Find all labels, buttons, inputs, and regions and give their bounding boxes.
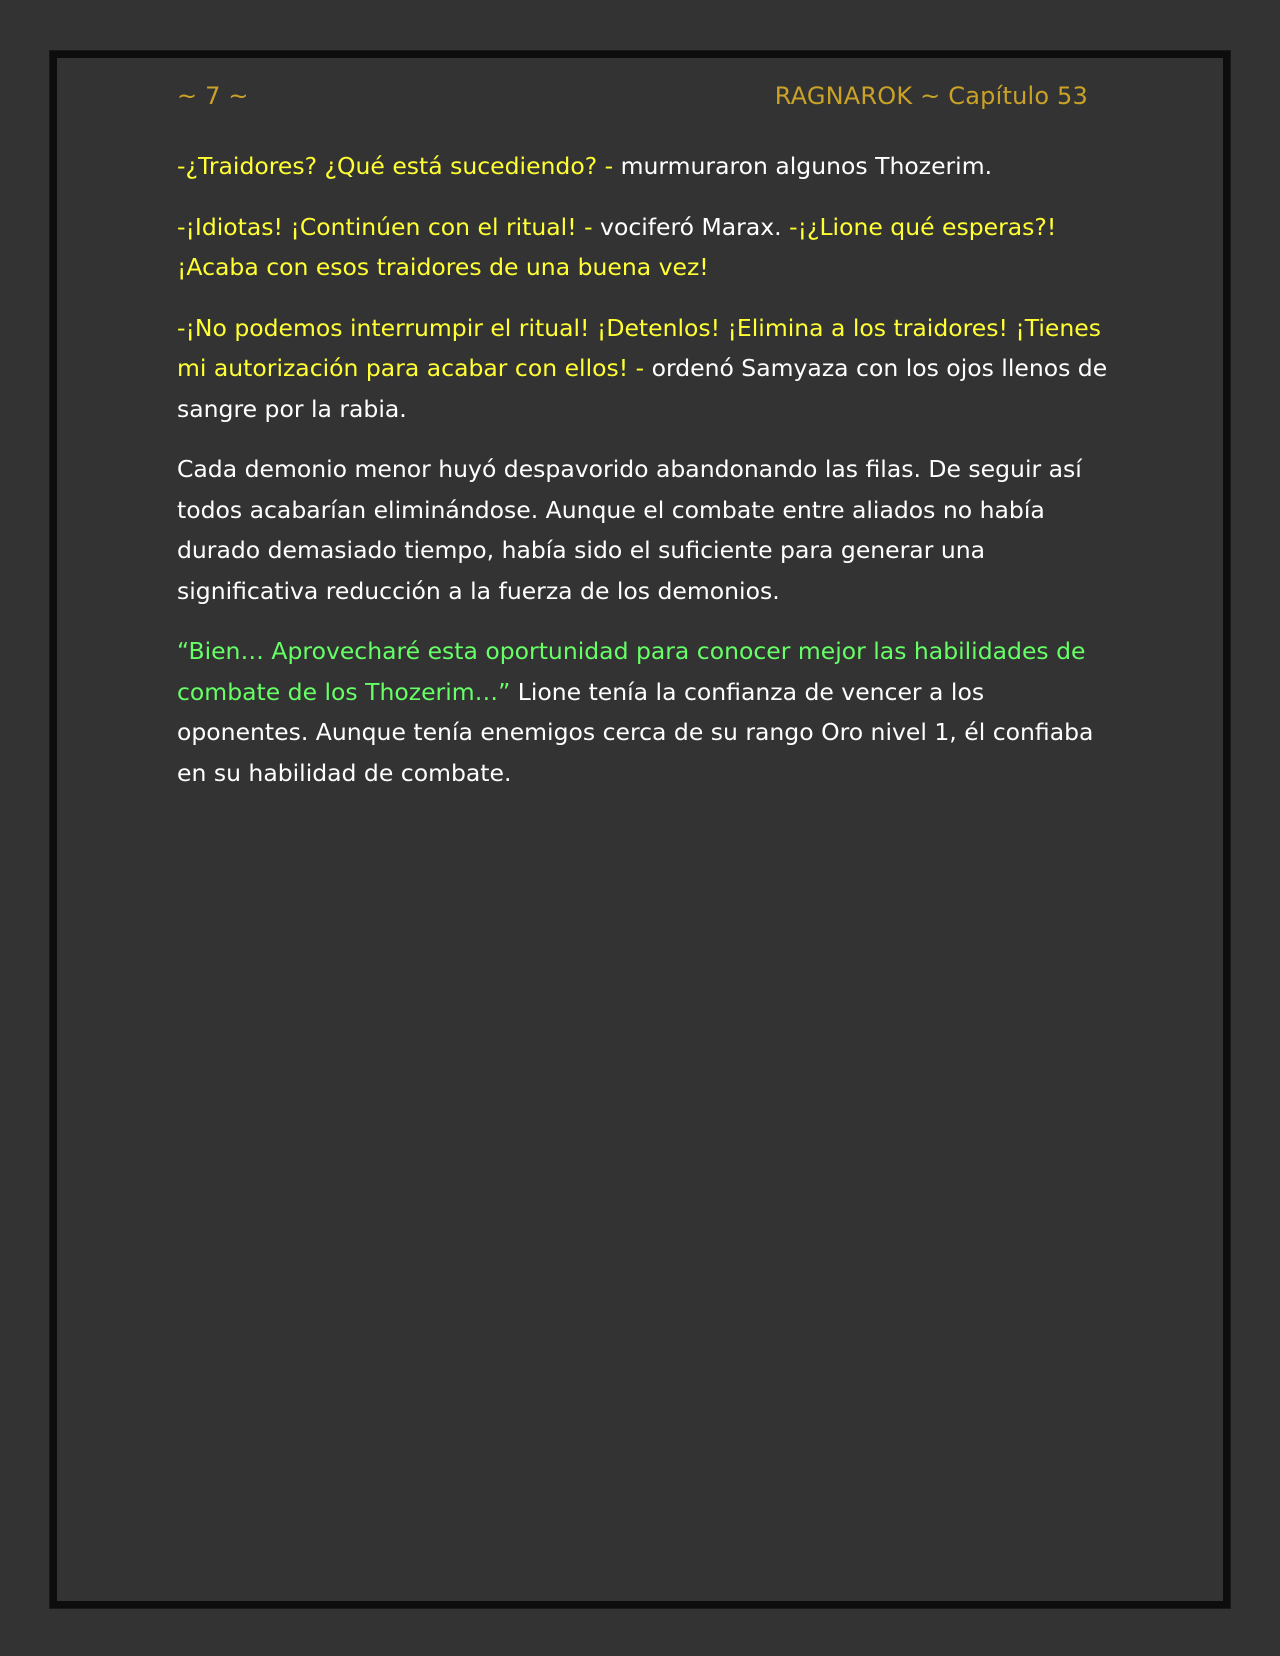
narration-span: vociferó Marax.	[600, 212, 790, 241]
paragraph-4	[177, 449, 1117, 611]
narration-span: Cada demonio menor huyó despavorido abandonando las filas. De seguir así todos acabarían eliminándose. Aunque el combate entre aliados no había durado demasiado tiempo, había sido el suficiente para generar una significativa reducción a la fuerza de los demonios.	[177, 455, 1082, 605]
dialogue-span: -¿Traidores? ¿Qué está sucediendo? -	[177, 152, 621, 180]
chapter-text	[177, 146, 1117, 813]
book-chapter-title: RAGNAROK ~ Capítulo 53	[774, 82, 1088, 110]
paragraph-3	[177, 308, 1117, 430]
narration-span: ordenó Samyaza con los ojos llenos de sangre por la rabia.	[177, 354, 1108, 423]
narration-span: murmuraron algunos Thozerim.	[620, 152, 993, 180]
page-header	[177, 78, 1088, 114]
paragraph-5	[177, 631, 1117, 793]
dialogue-span: -¡¿Lione qué esperas?! ¡Acaba con esos traidores de una buena vez!	[177, 212, 1057, 281]
dialogue-span: -¡Idiotas! ¡Continúen con el ritual! -	[177, 212, 601, 241]
paragraph-1	[177, 146, 1117, 187]
page-number: ~ 7 ~	[177, 82, 249, 110]
dialogue-span: -¡No podemos interrumpir el ritual! ¡Detenlos! ¡Elimina a los traidores! ¡Tienes mi autorización para acabar con ellos! -	[177, 313, 1101, 382]
narration-span: Lione tenía la confianza de vencer a los oponentes. Aunque tenía enemigos cerca de su rango Oro nivel 1, él confiaba en su habilidad de combate.	[177, 677, 1094, 787]
thought-span: “Bien… Aprovecharé esta oportunidad para conocer mejor las habilidades de combate de los Thozerim…”	[177, 637, 1086, 706]
paragraph-2	[177, 207, 1117, 288]
